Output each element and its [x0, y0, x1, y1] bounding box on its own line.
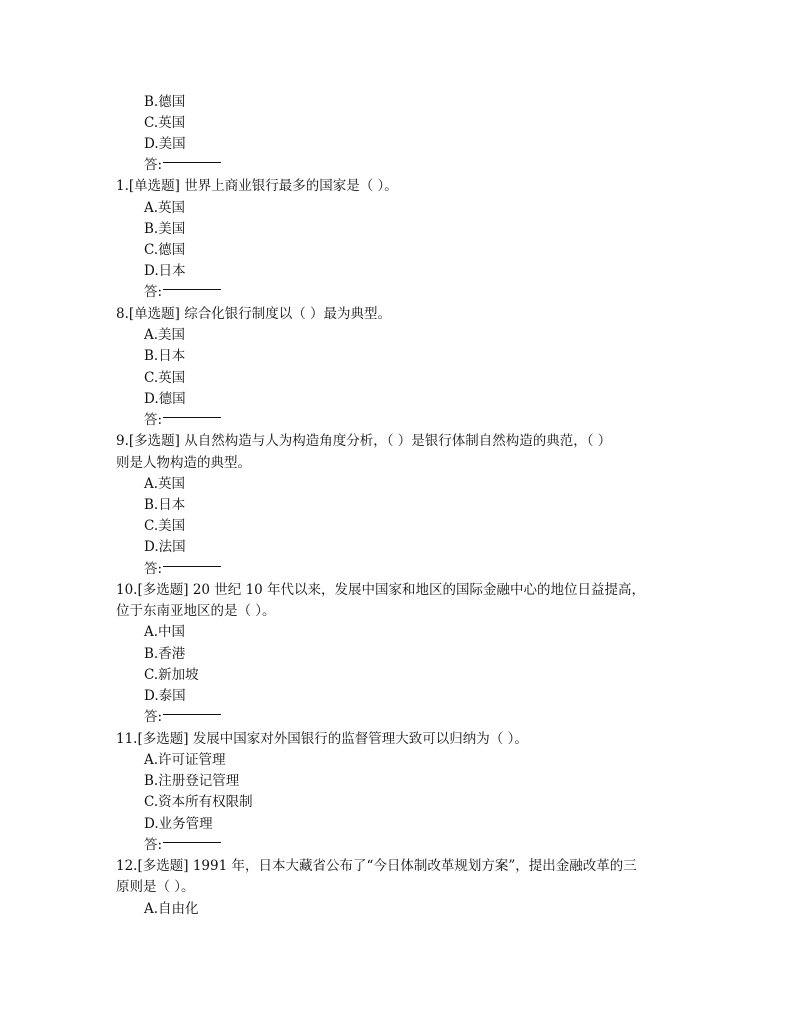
option: C.德国	[144, 242, 186, 258]
question-stem: 9.[多选题] 从自然构造与人为构造角度分析，（ ）是银行体制自然构造的典范，（ ）	[116, 433, 612, 449]
option: B.美国	[144, 221, 186, 237]
option: B.德国	[144, 94, 186, 110]
option: D.美国	[144, 136, 186, 152]
question-stem: 11.[多选题] 发展中国家对外国银行的监督管理大致可以归纳为（ ）。	[116, 731, 528, 747]
option: D.德国	[144, 391, 186, 407]
answer-blank	[163, 289, 221, 290]
option: A.许可证管理	[144, 752, 226, 768]
option: C.美国	[144, 518, 186, 534]
answer-blank	[163, 417, 221, 418]
option: A.英国	[144, 200, 186, 216]
question-stem-continuation: 则是人物构造的典型。	[116, 455, 251, 471]
option: D.泰国	[144, 688, 186, 704]
option: D.业务管理	[144, 816, 213, 832]
question-stem: 8.[单选题] 综合化银行制度以（ ）最为典型。	[116, 306, 392, 322]
question-stem: 10.[多选题] 20 世纪 10 年代以来，发展中国家和地区的国际金融中心的地位日益提高，	[116, 582, 646, 598]
question-stem-continuation: 原则是（ ）。	[116, 879, 195, 895]
answer-line: 答:	[144, 835, 221, 855]
option: A.英国	[144, 476, 186, 492]
option: A.中国	[144, 624, 186, 640]
option: C.资本所有权限制	[144, 794, 253, 810]
option: D.法国	[144, 539, 186, 555]
answer-blank	[163, 714, 221, 715]
answer-line: 答:	[144, 155, 221, 175]
option: D.日本	[144, 263, 186, 279]
option: B.日本	[144, 348, 186, 364]
answer-line: 答:	[144, 559, 221, 579]
option: B.日本	[144, 497, 186, 513]
answer-blank	[163, 842, 221, 843]
option: C.新加坡	[144, 667, 199, 683]
option: A.美国	[144, 327, 186, 343]
question-stem: 1.[单选题] 世界上商业银行最多的国家是（ ）。	[116, 178, 398, 194]
option: B.香港	[144, 646, 186, 662]
option: C.英国	[144, 115, 186, 131]
option: C.英国	[144, 370, 186, 386]
answer-line: 答:	[144, 410, 221, 430]
option: B.注册登记管理	[144, 773, 240, 789]
question-stem: 12.[多选题] 1991 年，日本大藏省公布了“今日体制改革规划方案”，提出金融改革的三	[116, 858, 637, 874]
answer-line: 答:	[144, 282, 221, 302]
question-stem-continuation: 位于东南亚地区的是（ ）。	[116, 603, 276, 619]
answer-blank	[163, 566, 221, 567]
answer-line: 答:	[144, 707, 221, 727]
option: A.自由化	[144, 901, 199, 917]
answer-blank	[163, 162, 221, 163]
